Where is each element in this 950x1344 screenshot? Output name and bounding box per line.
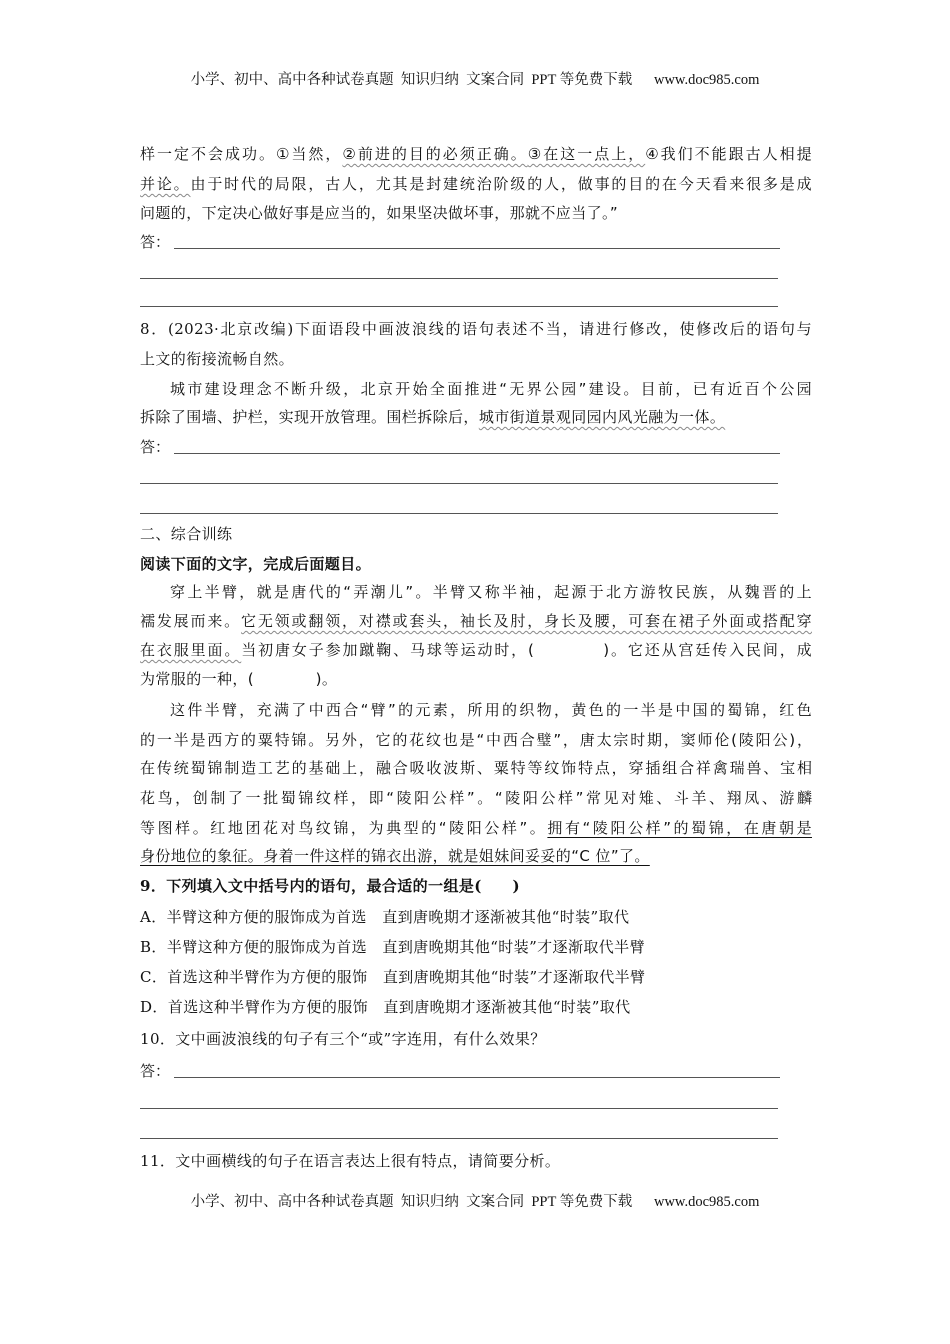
text-segment: 二、综合训练 (140, 525, 233, 543)
text-segment: D．首选这种半臂作为方便的服饰 直到唐晚期才逐渐被其他“时装”取代 (140, 998, 631, 1016)
wavy-underlined-text: 它无领或翻领，对襟或套头，袖长及肘，身长及腰，可套在裙子外面或搭配穿 (241, 612, 812, 630)
option-c[interactable] (140, 966, 812, 987)
text-segment: 穿上半臂，就是唐代的“弄潮儿”。半臂又称半袖，起源于北方游牧民族，从魏晋的上 (170, 583, 812, 601)
text-segment: B．半臂这种方便的服饰成为首选 直到唐晚期其他“时装”才逐渐取代半臂 (140, 938, 645, 956)
text-segment: 的一半是西方的粟特锦。另外，它的花纹也是“中西合璧”，唐太宗时期，窦师伦(陵阳公)， (140, 731, 812, 749)
text-segment: 当初唐女子参加蹴鞠、马球等运动时，( )。它还从宫廷传入民间，成 (241, 641, 812, 659)
text-segment: 等图样。红地团花对鸟纹锦，为典型的“陵阳公样”。 (140, 819, 548, 837)
question-8 (140, 318, 812, 339)
text-line (140, 378, 812, 399)
passage-line (140, 845, 812, 866)
passage-line (140, 668, 812, 689)
text-segment: 拆除了围墙、护栏，实现开放管理。围栏拆除后， (140, 408, 479, 426)
section-title (140, 523, 812, 544)
text-segment: 上文的衔接流畅自然。 (140, 350, 295, 368)
reading-instruction (140, 553, 812, 574)
question-8-cont (140, 348, 812, 369)
passage-line (140, 699, 812, 720)
underlined-text: 拥有“陵阳公样”的蜀锦，在唐朝是 (547, 819, 812, 837)
text-segment: 问题的，下定决心做好事是应当的，如果坚决做坏事，那就不应当了。” (140, 204, 619, 222)
page-footer: 小学、初中、高中各种试卷真题 知识归纳 文案合同 PPT 等免费下载 www.doc985.com (190, 1194, 760, 1210)
passage-line (140, 787, 812, 808)
wavy-underlined-text: 并论。 (140, 175, 191, 193)
passage-line (140, 729, 812, 750)
page-header: 小学、初中、高中各种试卷真题 知识归纳 文案合同 PPT 等免费下载 www.doc985.com (190, 72, 760, 88)
answer-line[interactable] (140, 513, 778, 514)
wavy-underlined-text: 城市街道景观同园内风光融为一体。 (478, 408, 726, 426)
text-segment: 在传统蜀锦制造工艺的基础上，融合吸收波斯、粟特等纹饰特点，穿插组合祥禽瑞兽、宝相 (140, 759, 812, 777)
answer-line[interactable] (140, 1138, 778, 1139)
text-segment: 由于时代的局限，古人，尤其是封建统治阶级的人，做事的目的在今天看来很多是成 (190, 175, 812, 193)
text-line (140, 202, 812, 223)
answer-field[interactable] (140, 436, 780, 456)
option-b[interactable] (140, 936, 812, 957)
passage-line (140, 610, 812, 631)
answer-line[interactable] (140, 278, 778, 279)
question-10 (140, 1028, 812, 1049)
text-segment: 城市建设理念不断升级，北京开始全面推进“无界公园”建设。目前，已有近百个公园 (170, 380, 812, 398)
text-segment: A．半臂这种方便的服饰成为首选 直到唐晚期才逐渐被其他“时装”取代 (140, 908, 630, 926)
text-segment: 这件半臂，充满了中西合“臂”的元素，所用的织物，黄色的一半是中国的蜀锦，红色 (170, 701, 812, 719)
option-a[interactable] (140, 906, 812, 927)
text-line (140, 173, 812, 194)
text-segment: 样一定不会成功。①当然， (140, 145, 343, 163)
underlined-text: 身份地位的象征。身着一件这样的锦衣出游，就是姐妹间妥妥的“C 位”了。 (140, 847, 650, 865)
text-segment: C．首选这种半臂作为方便的服饰 直到唐晚期其他“时装”才逐渐取代半臂 (140, 968, 646, 986)
question-11 (140, 1150, 812, 1171)
text-segment: 11．文中画横线的句子在语言表达上很有特点，请简要分析。 (140, 1152, 561, 1170)
text-segment: 8．(2023·北京改编)下面语段中画波浪线的语句表述不当，请进行修改，使修改后的语句与 (140, 320, 812, 338)
answer-line[interactable] (140, 306, 778, 307)
text-segment: 襦发展而来。 (140, 612, 242, 630)
answer-field[interactable] (140, 1060, 780, 1080)
wavy-underlined-text: 在衣服里面。 (140, 641, 242, 659)
answer-line[interactable] (140, 1108, 778, 1109)
text-segment: 阅读下面的文字，完成后面题目。 (140, 555, 372, 573)
option-d[interactable] (140, 996, 812, 1017)
answer-label: 答： (140, 1062, 171, 1080)
text-segment: 10．文中画波浪线的句子有三个“或”字连用，有什么效果？ (140, 1030, 546, 1048)
answer-field[interactable] (140, 231, 780, 251)
answer-line[interactable] (140, 483, 778, 484)
wavy-underlined-text: ③在这一点上， (527, 145, 646, 163)
text-line (140, 143, 812, 164)
text-segment: 为常服的一种，( )。 (140, 670, 338, 688)
wavy-underlined-text: ②前进的目的必须正确。 (342, 145, 528, 163)
passage-line (140, 639, 812, 660)
text-line (140, 406, 812, 427)
passage-line (140, 581, 812, 602)
answer-label: 答： (140, 233, 171, 251)
passage-line (140, 817, 812, 838)
text-segment: 花鸟，创制了一批蜀锦纹样，即“陵阳公样”。“陵阳公样”常见对雉、斗羊、翔凤、游麟 (140, 789, 812, 807)
text-segment: ④我们不能跟古人相提 (645, 145, 813, 163)
passage-line (140, 757, 812, 778)
text-segment: 9．下列填入文中括号内的语句，最合适的一组是( ) (140, 877, 521, 895)
answer-label: 答： (140, 438, 171, 456)
question-9 (140, 875, 812, 896)
